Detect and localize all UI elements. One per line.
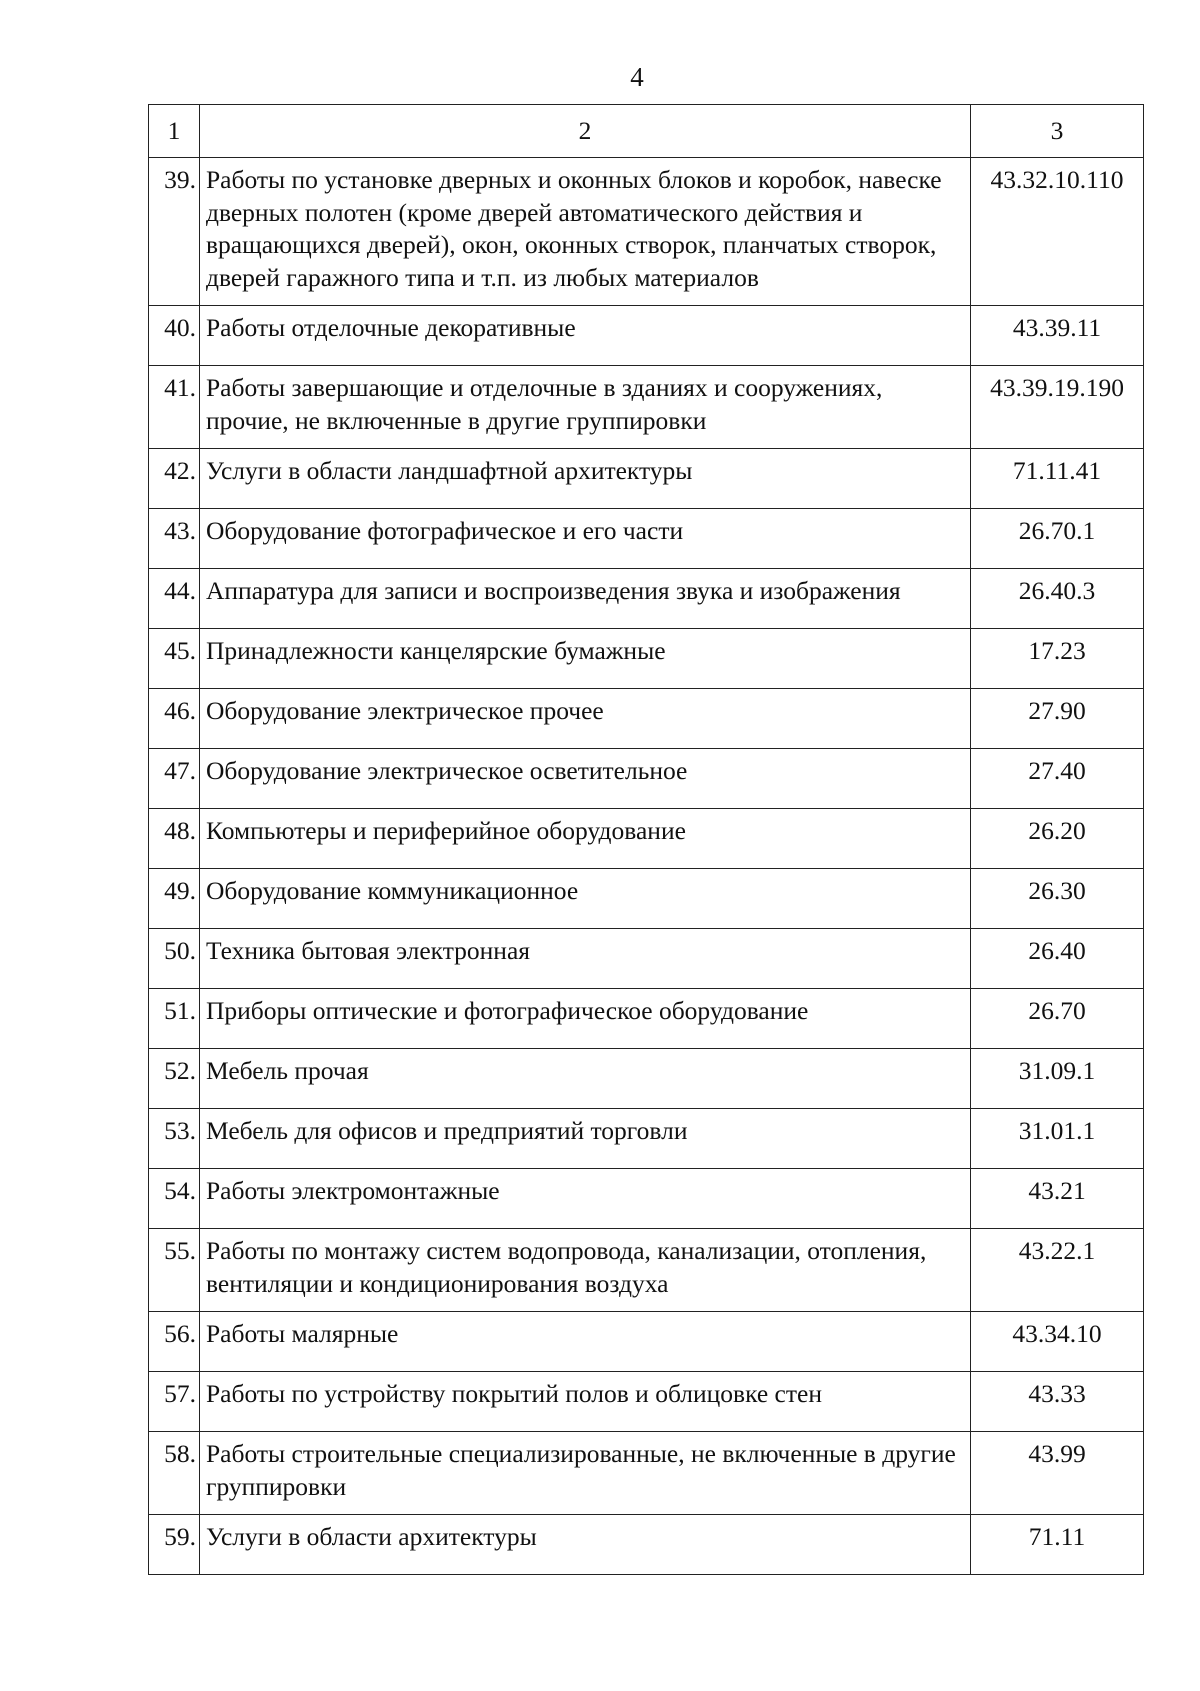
row-number: 41. bbox=[149, 366, 200, 449]
table-row bbox=[149, 749, 1144, 809]
table-row bbox=[149, 158, 1144, 306]
row-code: 26.70 bbox=[971, 989, 1144, 1049]
row-code: 43.22.1 bbox=[971, 1229, 1144, 1312]
row-number: 49. bbox=[149, 869, 200, 929]
row-code: 43.21 bbox=[971, 1169, 1144, 1229]
row-number: 40. bbox=[149, 306, 200, 366]
row-name: Техника бытовая электронная bbox=[200, 929, 971, 989]
row-name: Компьютеры и периферийное оборудование bbox=[200, 809, 971, 869]
row-code: 27.90 bbox=[971, 689, 1144, 749]
table-row bbox=[149, 869, 1144, 929]
row-code: 26.40.3 bbox=[971, 569, 1144, 629]
row-code: 26.20 bbox=[971, 809, 1144, 869]
row-name: Работы строительные специализированные, не включенные в другие группировки bbox=[200, 1432, 971, 1515]
row-name: Принадлежности канцелярские бумажные bbox=[200, 629, 971, 689]
header-cell-code: 3 bbox=[971, 105, 1144, 158]
row-code: 31.09.1 bbox=[971, 1049, 1144, 1109]
header-cell-number: 1 bbox=[149, 105, 200, 158]
table-row bbox=[149, 929, 1144, 989]
table-header-row bbox=[149, 105, 1144, 158]
row-number: 50. bbox=[149, 929, 200, 989]
row-name: Мебель прочая bbox=[200, 1049, 971, 1109]
row-name: Работы завершающие и отделочные в зданиях и сооружениях, прочие, не включенные в другие группировки bbox=[200, 366, 971, 449]
row-name: Работы малярные bbox=[200, 1312, 971, 1372]
row-code: 43.99 bbox=[971, 1432, 1144, 1515]
row-number: 54. bbox=[149, 1169, 200, 1229]
row-number: 47. bbox=[149, 749, 200, 809]
row-name: Приборы оптические и фотографическое оборудование bbox=[200, 989, 971, 1049]
row-name: Оборудование коммуникационное bbox=[200, 869, 971, 929]
table-row bbox=[149, 1312, 1144, 1372]
row-code: 26.30 bbox=[971, 869, 1144, 929]
row-name: Работы по устройству покрытий полов и облицовке стен bbox=[200, 1372, 971, 1432]
table-row bbox=[149, 366, 1144, 449]
row-name: Услуги в области ландшафтной архитектуры bbox=[200, 449, 971, 509]
row-number: 39. bbox=[149, 158, 200, 306]
table-row bbox=[149, 1372, 1144, 1432]
table-row bbox=[149, 629, 1144, 689]
row-code: 43.32.10.110 bbox=[971, 158, 1144, 306]
table-row bbox=[149, 1049, 1144, 1109]
table-row bbox=[149, 1515, 1144, 1575]
row-number: 58. bbox=[149, 1432, 200, 1515]
table-row bbox=[149, 449, 1144, 509]
table-row bbox=[149, 689, 1144, 749]
row-code: 71.11.41 bbox=[971, 449, 1144, 509]
row-code: 26.40 bbox=[971, 929, 1144, 989]
row-number: 51. bbox=[149, 989, 200, 1049]
table-row bbox=[149, 569, 1144, 629]
row-code: 43.39.11 bbox=[971, 306, 1144, 366]
row-name: Мебель для офисов и предприятий торговли bbox=[200, 1109, 971, 1169]
row-name: Услуги в области архитектуры bbox=[200, 1515, 971, 1575]
row-code: 17.23 bbox=[971, 629, 1144, 689]
row-number: 44. bbox=[149, 569, 200, 629]
row-number: 56. bbox=[149, 1312, 200, 1372]
row-code: 43.34.10 bbox=[971, 1312, 1144, 1372]
row-code: 43.33 bbox=[971, 1372, 1144, 1432]
classification-table bbox=[148, 104, 1144, 1575]
row-code: 71.11 bbox=[971, 1515, 1144, 1575]
table-row bbox=[149, 1229, 1144, 1312]
row-name: Аппаратура для записи и воспроизведения звука и изображения bbox=[200, 569, 971, 629]
row-name: Работы электромонтажные bbox=[200, 1169, 971, 1229]
row-code: 43.39.19.190 bbox=[971, 366, 1144, 449]
row-name: Оборудование электрическое осветительное bbox=[200, 749, 971, 809]
row-code: 26.70.1 bbox=[971, 509, 1144, 569]
row-name: Работы по монтажу систем водопровода, канализации, отопления, вентиляции и кондиционирования воздуха bbox=[200, 1229, 971, 1312]
page-number: 4 bbox=[630, 62, 644, 92]
row-number: 59. bbox=[149, 1515, 200, 1575]
row-number: 45. bbox=[149, 629, 200, 689]
table-row bbox=[149, 1169, 1144, 1229]
table-row bbox=[149, 1109, 1144, 1169]
row-number: 46. bbox=[149, 689, 200, 749]
row-name: Работы отделочные декоративные bbox=[200, 306, 971, 366]
table-row bbox=[149, 306, 1144, 366]
row-number: 42. bbox=[149, 449, 200, 509]
row-code: 31.01.1 bbox=[971, 1109, 1144, 1169]
header-cell-name: 2 bbox=[200, 105, 971, 158]
row-number: 57. bbox=[149, 1372, 200, 1432]
row-name: Оборудование фотографическое и его части bbox=[200, 509, 971, 569]
row-name: Работы по установке дверных и оконных блоков и коробок, навеске дверных полотен (кроме дверей автоматического действия и вращающихся дверей), окон, оконных створок, планчатых створок, дверей гаражного типа и т.п. из любых материалов bbox=[200, 158, 971, 306]
row-name: Оборудование электрическое прочее bbox=[200, 689, 971, 749]
table-row bbox=[149, 509, 1144, 569]
row-number: 55. bbox=[149, 1229, 200, 1312]
row-number: 53. bbox=[149, 1109, 200, 1169]
row-code: 27.40 bbox=[971, 749, 1144, 809]
table-row bbox=[149, 809, 1144, 869]
row-number: 43. bbox=[149, 509, 200, 569]
table-row bbox=[149, 1432, 1144, 1515]
row-number: 52. bbox=[149, 1049, 200, 1109]
row-number: 48. bbox=[149, 809, 200, 869]
table-row bbox=[149, 989, 1144, 1049]
